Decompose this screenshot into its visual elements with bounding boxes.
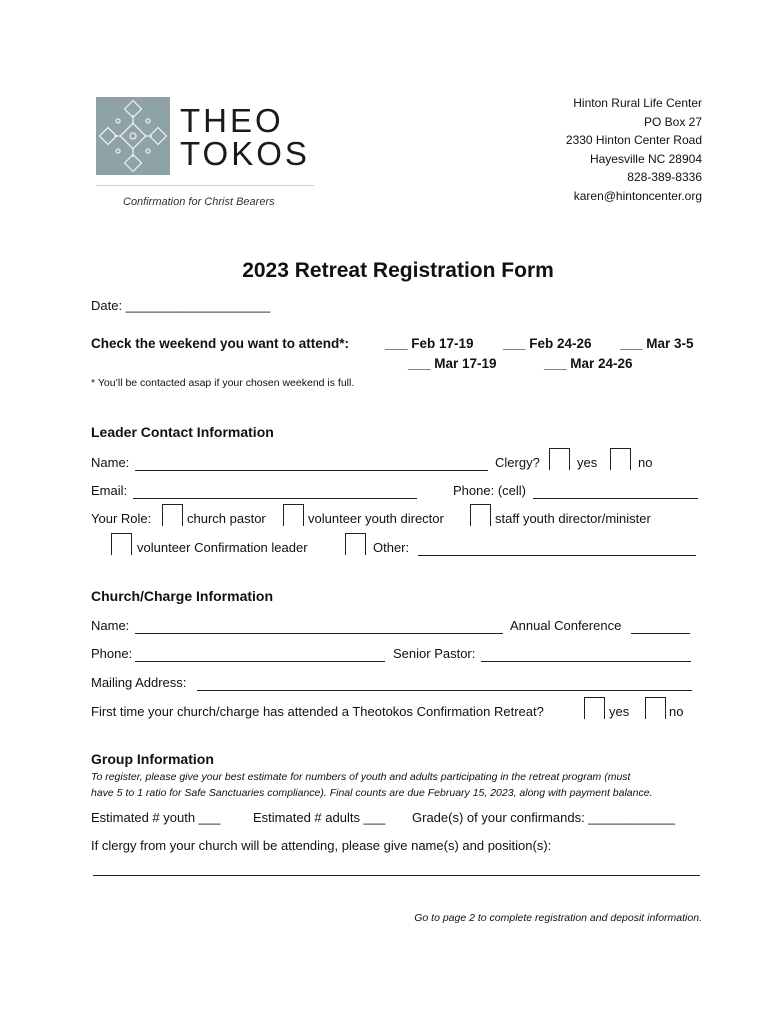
clergy-yes-checkbox[interactable]: [549, 448, 570, 470]
group-section-heading: Group Information: [91, 751, 214, 767]
group-instructions-line1: To register, please give your best estimate for numbers of youth and adults participating in the retreat program (must: [91, 771, 631, 783]
logo-word-line1: THEO: [180, 102, 284, 139]
address-line: Hinton Rural Life Center: [573, 96, 702, 110]
clergy-label: Clergy?: [495, 455, 540, 470]
weekend-option-mar3[interactable]: ___ Mar 3-5: [620, 336, 694, 351]
weekend-note: * You’ll be contacted asap if your chosen weekend is full.: [91, 377, 355, 389]
leader-phone-input[interactable]: [533, 485, 698, 499]
address-line: 2330 Hinton Center Road: [565, 133, 702, 148]
church-name-label: Name:: [91, 618, 130, 633]
form-title: 2023 Retreat Registration Form: [242, 259, 554, 282]
clergy-yes-label: yes: [577, 455, 598, 470]
leader-phone-label: Phone: (cell): [453, 483, 526, 498]
leader-name-label: Name:: [91, 455, 130, 470]
role-staff-youth-director-checkbox[interactable]: [470, 504, 491, 526]
group-instructions-line2: have 5 to 1 ratio for Safe Sanctuaries compliance). Final counts are due February 15, 2023, along with payment balance.: [91, 787, 653, 799]
role-volunteer-youth-director-label: volunteer youth director: [308, 511, 444, 526]
logo-divider: [96, 185, 314, 186]
role-label: Your Role:: [91, 511, 152, 526]
address-line: PO Box 27: [643, 114, 702, 129]
theotokos-cross-logo-icon: [96, 97, 170, 175]
role-volunteer-confirmation-leader-label: volunteer Confirmation leader: [137, 540, 308, 555]
leader-name-input[interactable]: [135, 457, 488, 471]
senior-pastor-label: Senior Pastor:: [393, 646, 476, 661]
mailing-address-label: Mailing Address:: [91, 675, 187, 690]
weekend-option-feb24[interactable]: ___ Feb 24-26: [503, 336, 592, 351]
church-name-input[interactable]: [135, 620, 503, 634]
address-line: Hayesville NC 28904: [589, 151, 702, 166]
first-time-no-checkbox[interactable]: [645, 697, 666, 719]
role-other-checkbox[interactable]: [345, 533, 366, 555]
weekend-label: Check the weekend you want to attend*:: [91, 336, 350, 351]
church-phone-label: Phone:: [91, 646, 133, 661]
first-time-question: First time your church/charge has attended a Theotokos Confirmation Retreat?: [91, 704, 544, 719]
annual-conference-label: Annual Conference: [510, 618, 622, 633]
role-volunteer-confirmation-leader-checkbox[interactable]: [111, 533, 132, 555]
logo-tagline: Confirmation for Christ Bearers: [123, 196, 275, 208]
footer-note: Go to page 2 to complete registration and deposit information.: [414, 912, 702, 924]
church-phone-input[interactable]: [135, 648, 385, 662]
clergy-no-label: no: [638, 455, 653, 470]
logo-word-line2: TOKOS: [180, 135, 310, 172]
first-time-no-label: no: [669, 704, 684, 719]
address-phone: 828-389-8336: [627, 170, 702, 185]
role-other-label: Other:: [373, 540, 410, 555]
church-section-heading: Church/Charge Information: [91, 588, 274, 604]
weekend-option-mar17[interactable]: ___ Mar 17-19: [408, 356, 497, 371]
estimated-youth-field[interactable]: Estimated # youth ___: [91, 810, 221, 825]
clergy-attending-label: If clergy from your church will be attending, please give name(s) and position(s):: [91, 838, 552, 853]
role-other-input[interactable]: [418, 542, 696, 556]
leader-email-label: Email:: [91, 483, 128, 498]
address-block: [566, 94, 702, 206]
role-church-pastor-checkbox[interactable]: [162, 504, 183, 526]
role-staff-youth-director-label: staff youth director/minister: [495, 511, 651, 526]
clergy-attending-input[interactable]: [93, 862, 700, 876]
estimated-adults-field[interactable]: Estimated # adults ___: [253, 810, 386, 825]
address-email: karen@hintoncenter.org: [573, 188, 702, 203]
leader-section-heading: Leader Contact Information: [91, 424, 274, 440]
clergy-no-checkbox[interactable]: [610, 448, 631, 470]
leader-email-input[interactable]: [133, 485, 417, 499]
logo-wordmark: [180, 104, 310, 170]
weekend-option-feb17[interactable]: ___ Feb 17-19: [385, 336, 474, 351]
grades-field[interactable]: Grade(s) of your confirmands: ____________: [412, 810, 676, 825]
weekend-option-mar24[interactable]: ___ Mar 24-26: [544, 356, 633, 371]
mailing-address-input[interactable]: [197, 677, 692, 691]
role-church-pastor-label: church pastor: [187, 511, 266, 526]
date-field[interactable]: Date: ____________________: [91, 298, 271, 313]
annual-conference-input[interactable]: [631, 620, 690, 634]
first-time-yes-checkbox[interactable]: [584, 697, 605, 719]
first-time-yes-label: yes: [609, 704, 630, 719]
role-volunteer-youth-director-checkbox[interactable]: [283, 504, 304, 526]
senior-pastor-input[interactable]: [481, 648, 691, 662]
